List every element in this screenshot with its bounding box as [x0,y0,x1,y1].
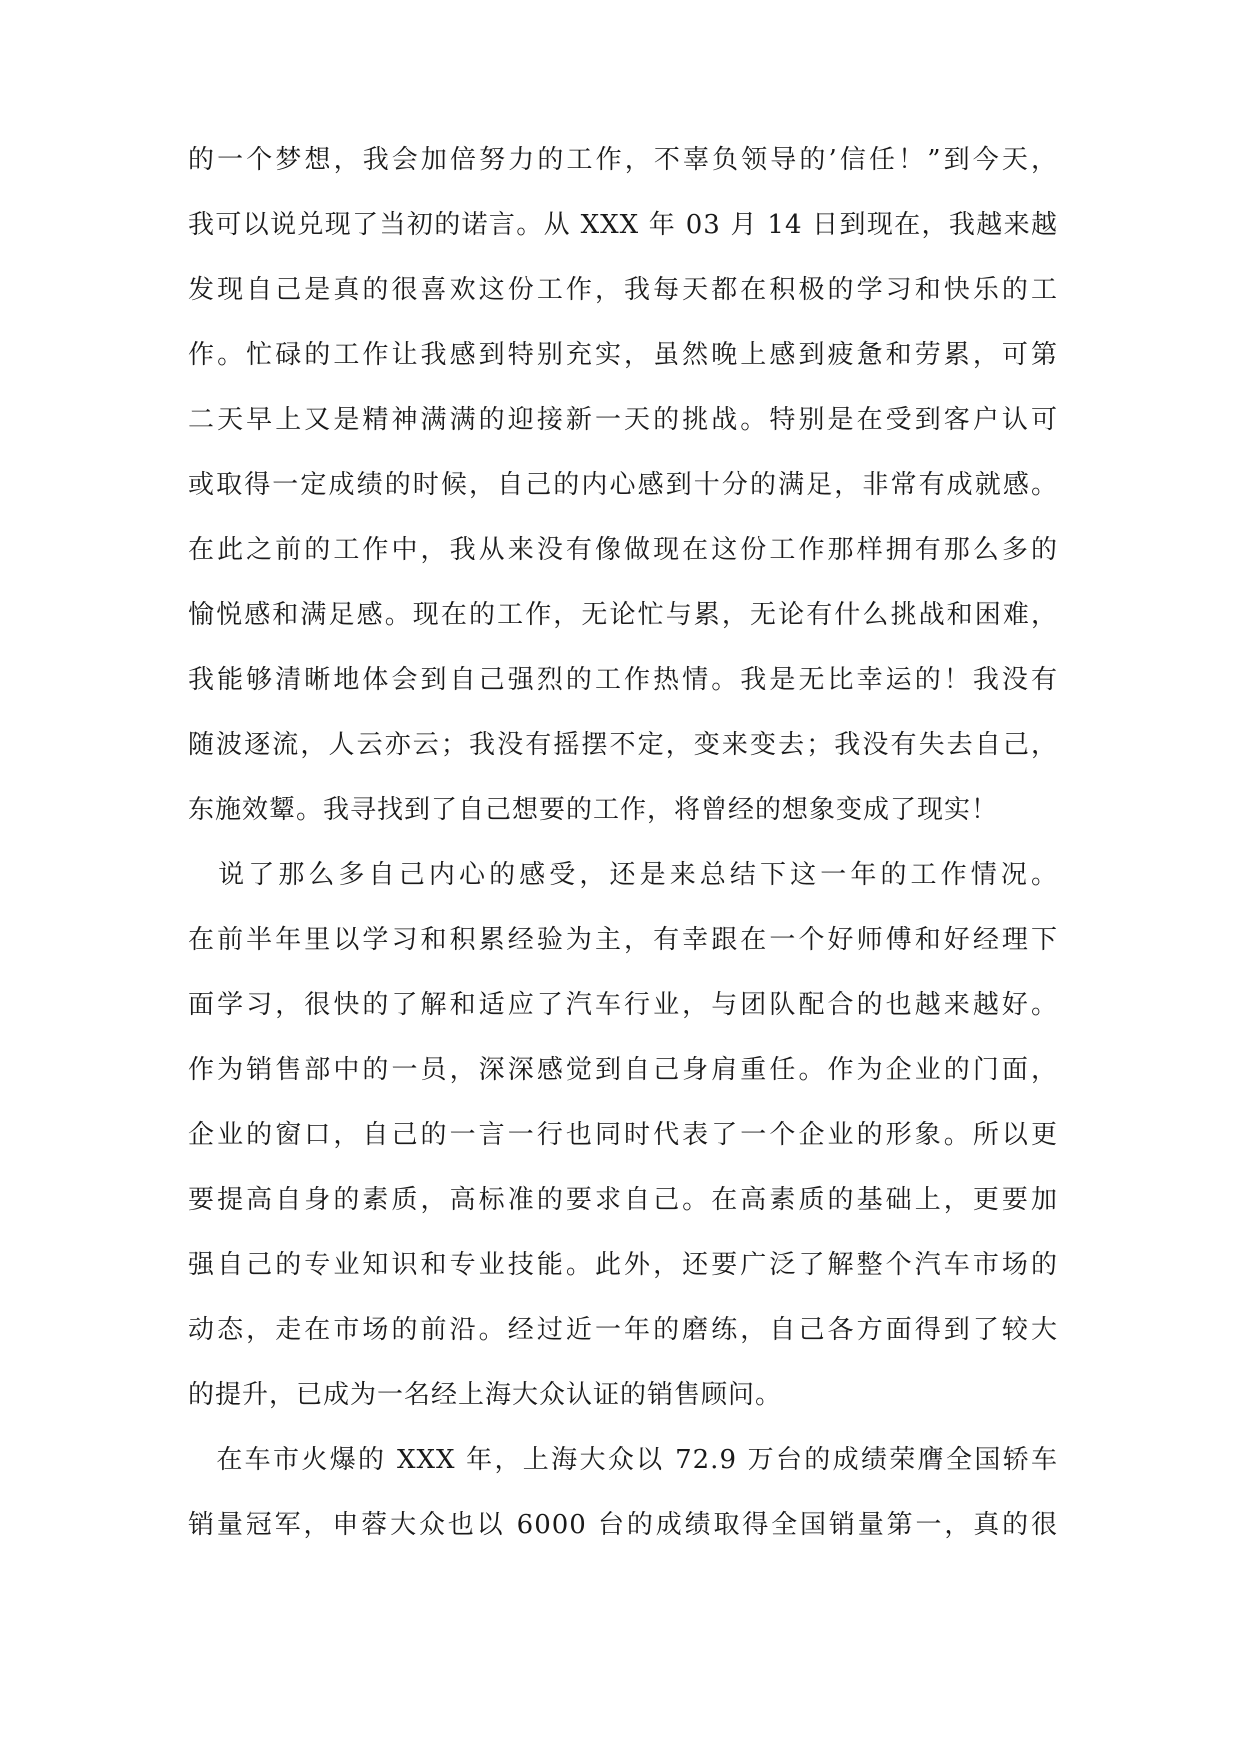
text-line: 的提升，已成为一名经上海大众认证的销售顾问。 [188,1380,783,1410]
text-line: 愉悦感和满足感。现在的工作，无论忙与累，无论有什么挑战和困难， [188,600,1058,630]
text-line: 随波逐流，人云亦云；我没有摇摆不定，变来变去；我没有失去自己， [188,730,1058,760]
text-line: 我能够清晰地体会到自己强烈的工作热情。我是无比幸运的！我没有 [188,665,1058,695]
text-line: 动态，走在市场的前沿。经过近一年的磨练，自己各方面得到了较大 [188,1315,1058,1345]
text-line: 在此之前的工作中，我从来没有像做现在这份工作那样拥有那么多的 [188,535,1058,565]
text-line: 面学习，很快的了解和适应了汽车行业，与团队配合的也越来越好。 [188,990,1058,1020]
text-line: 企业的窗口，自己的一言一行也同时代表了一个企业的形象。所以更 [188,1120,1058,1150]
text-line: 说了那么多自己内心的感受，还是来总结下这一年的工作情况。 [188,860,1058,890]
text-line: 发现自己是真的很喜欢这份工作，我每天都在积极的学习和快乐的工 [188,275,1058,305]
text-line: 要提高自身的素质，高标准的要求自己。在高素质的基础上，更要加 [188,1185,1058,1215]
text-line: 二天早上又是精神满满的迎接新一天的挑战。特别是在受到客户认可 [188,405,1058,435]
text-line: 我可以说兑现了当初的诺言。从 XXX 年 03 月 14 日到现在，我越来越 [188,210,1058,240]
document-body [188,128,1058,1558]
text-line: 强自己的专业知识和专业技能。此外，还要广泛了解整个汽车市场的 [188,1250,1058,1280]
text-line: 在前半年里以学习和积累经验为主，有幸跟在一个好师傅和好经理下 [188,925,1058,955]
text-line: 销量冠军，申蓉大众也以 6000 台的成绩取得全国销量第一，真的很 [188,1510,1058,1540]
text-line: 作。忙碌的工作让我感到特别充实，虽然晚上感到疲惫和劳累，可第 [188,340,1058,370]
text-line: 作为销售部中的一员，深深感觉到自己身肩重任。作为企业的门面， [188,1055,1058,1085]
text-line: 或取得一定成绩的时候，自己的内心感到十分的满足，非常有成就感。 [188,470,1058,500]
text-line: 在车市火爆的 XXX 年，上海大众以 72.9 万台的成绩荣膺全国轿车 [188,1445,1058,1475]
text-line: 东施效颦。我寻找到了自己想要的工作，将曾经的想象变成了现实！ [188,795,999,825]
text-line: 的一个梦想，我会加倍努力的工作，不辜负领导的’信任！”到今天， [188,145,1058,175]
